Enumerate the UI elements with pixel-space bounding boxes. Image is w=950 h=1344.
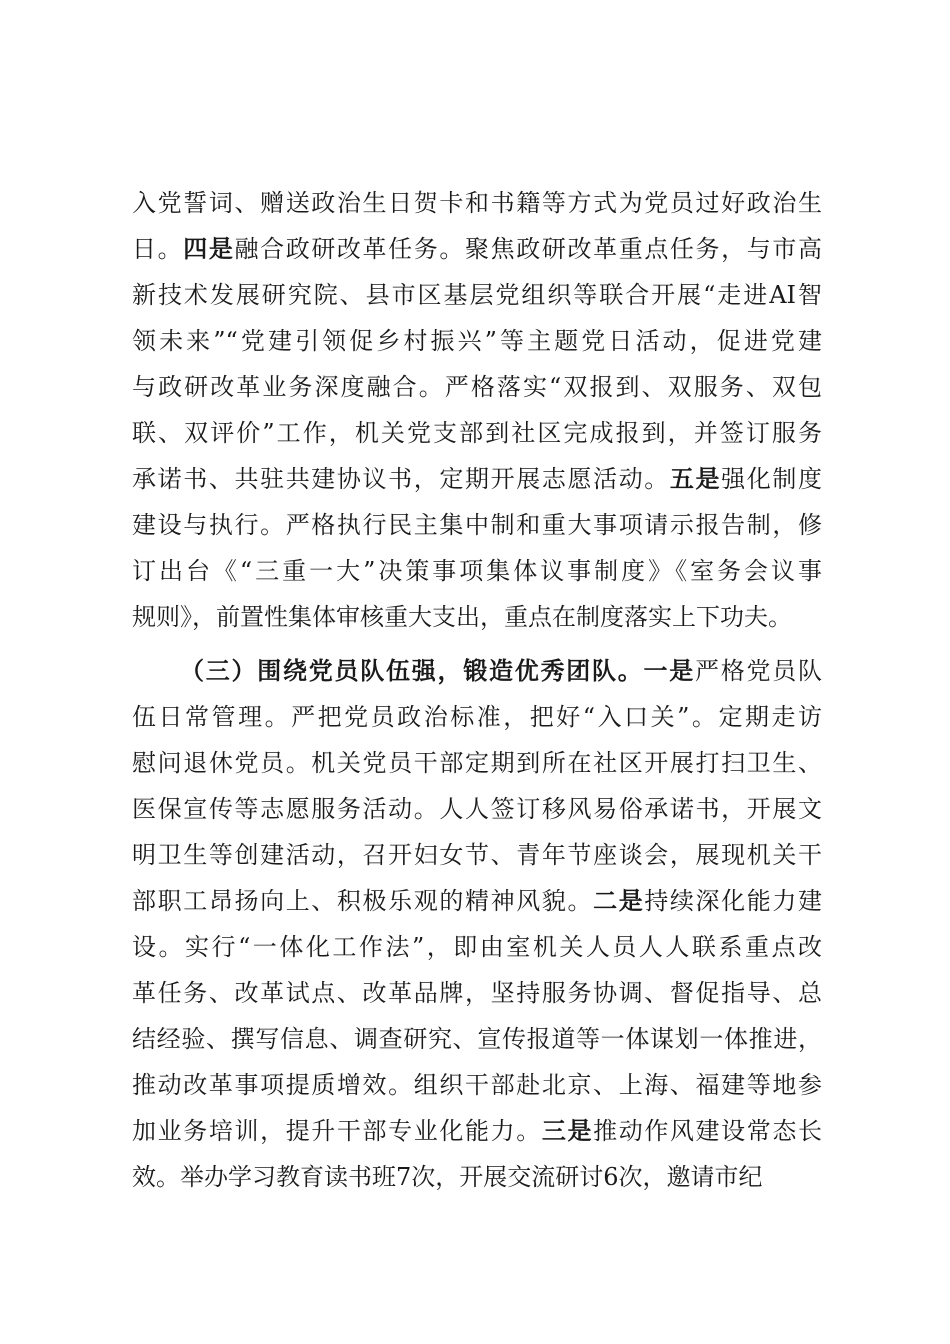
text-segment: 严格党员队 (695, 657, 822, 685)
text-segment: 部职工昂扬向上、积极乐观的精神风貌。 (132, 887, 594, 915)
text-segment: 承诺书、共驻共建协议书，定期开展志愿活动。 (132, 465, 670, 493)
text-segment: 联、双评价”工作，机关党支部到社区完成报到，并签订服务 (132, 419, 822, 447)
text-line (132, 694, 822, 740)
text-line (132, 786, 822, 832)
bold-text-segment: 五是 (669, 465, 722, 493)
text-line (132, 924, 822, 970)
text-segment: 日。 (132, 235, 184, 263)
bold-text-segment: 二是 (593, 887, 645, 915)
text-line (132, 410, 822, 456)
text-segment: 与政研改革业务深度融合。严格落实“双报到、双服务、双包 (132, 373, 822, 401)
text-segment: 医保宣传等志愿服务活动。人人签订移风易俗承诺书，开展文 (132, 795, 822, 823)
text-line (132, 1016, 822, 1062)
text-line (132, 1108, 822, 1154)
text-segment: 融合政研改革任务。聚焦政研改革重点任务，与市高 (234, 235, 823, 263)
text-line (132, 180, 822, 226)
text-line (132, 548, 822, 594)
bold-text-segment: 三是 (541, 1117, 594, 1145)
text-line (132, 364, 822, 410)
text-line (132, 502, 822, 548)
paragraph-team-building (132, 648, 822, 1200)
text-segment: 设。实行“一体化工作法”，即由室机关人员人人联系重点改 (132, 933, 822, 961)
text-line (132, 970, 822, 1016)
text-segment: 领未来”“党建引领促乡村振兴”等主题党日活动，促进党建 (132, 327, 822, 355)
text-segment: 伍日常管理。严把党员政治标准，把好“入口关”。定期走访 (132, 703, 822, 731)
text-segment: 效。举办学习教育读书班7次，开展交流研讨6次，邀请市纪 (132, 1163, 763, 1191)
text-line (132, 594, 822, 640)
text-line (132, 1062, 822, 1108)
text-segment: 明卫生等创建活动，召开妇女节、青年节座谈会，展现机关干 (132, 841, 822, 869)
bold-text-segment: 四是 (183, 235, 235, 263)
text-segment: 推动改革事项提质增效。组织干部赴北京、上海、福建等地参 (132, 1071, 822, 1099)
text-segment: 新技术发展研究院、县市区基层党组织等联合开展“走进AI智 (132, 281, 822, 309)
bold-text-segment: 一是 (643, 657, 695, 685)
text-segment: 强化制度 (721, 465, 823, 493)
text-segment: 持续深化能力建 (644, 887, 823, 915)
text-line (132, 648, 822, 694)
text-line (132, 456, 822, 502)
text-line (132, 318, 822, 364)
text-segment: 结经验、撰写信息、调查研究、宣传报道等一体谋划一体推进， (132, 1025, 822, 1053)
text-segment: 入党誓词、赠送政治生日贺卡和书籍等方式为党员过好政治生 (132, 189, 822, 217)
paragraph-gap (132, 640, 822, 648)
text-segment: 推动作风建设常态长 (593, 1117, 823, 1145)
text-segment: 规则》，前置性集体审核重大支出，重点在制度落实上下功夫。 (132, 603, 792, 631)
text-line (132, 832, 822, 878)
text-segment: 加业务培训，提升干部专业化能力。 (132, 1117, 542, 1145)
text-segment: 建设与执行。严格执行民主集中制和重大事项请示报告制，修 (132, 511, 822, 539)
bold-text-segment: （三）围绕党员队伍强，锻造优秀团队。 (180, 657, 644, 685)
document-body (132, 180, 822, 1200)
text-segment: 订出台《“三重一大”决策事项集体议事制度》《室务会议事 (132, 557, 822, 585)
text-line (132, 1154, 822, 1200)
text-segment: 革任务、改革试点、改革品牌，坚持服务协调、督促指导、总 (132, 979, 822, 1007)
text-line (132, 226, 822, 272)
text-line (132, 740, 822, 786)
text-line (132, 878, 822, 924)
text-segment: 慰问退休党员。机关党员干部定期到所在社区开展打扫卫生、 (132, 749, 822, 777)
text-line (132, 272, 822, 318)
paragraph-party-activities (132, 180, 822, 640)
